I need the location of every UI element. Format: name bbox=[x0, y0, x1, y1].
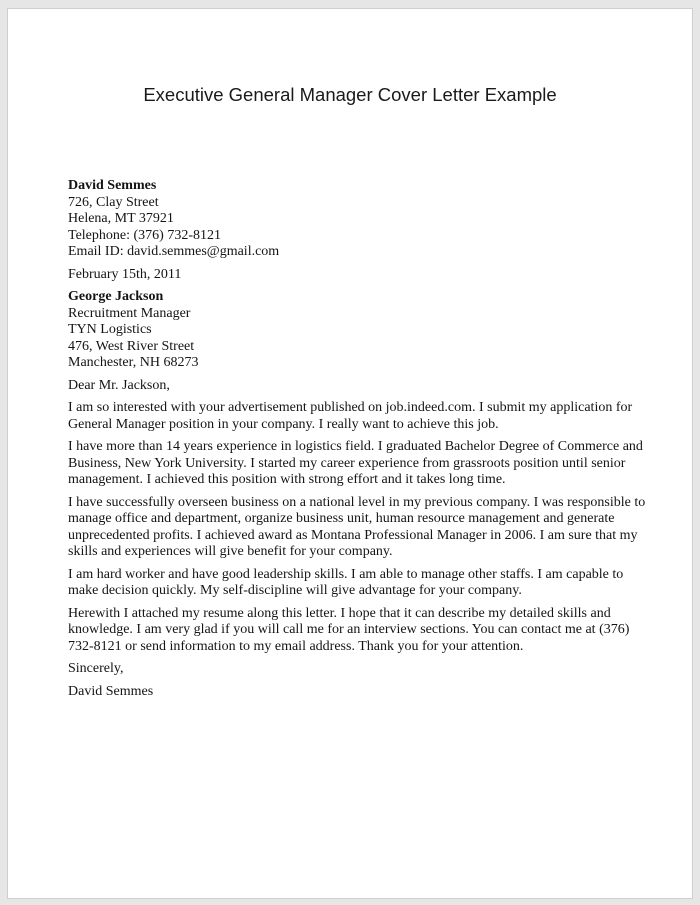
paragraph-line: 732-8121 or send information to my email address. Thank you for your attention. bbox=[68, 638, 524, 654]
paragraph-line: General Manager position in your company. I really want to achieve this job. bbox=[68, 416, 499, 432]
recipient-company: TYN Logistics bbox=[68, 322, 152, 337]
sender-name: David Semmes bbox=[68, 178, 157, 193]
salutation: Dear Mr. Jackson, bbox=[68, 377, 170, 393]
sender-city: Helena, MT 37921 bbox=[68, 211, 174, 226]
paragraph-line: make decision quickly. My self-discipline will give advantage for your company. bbox=[68, 583, 522, 598]
sender-telephone: Telephone: (376) 732-8121 bbox=[68, 227, 221, 243]
paragraph-line: Herewith I attached my resume along this letter. I hope that it can describe my detailed skills and bbox=[68, 605, 611, 621]
paragraph-5 bbox=[68, 606, 648, 656]
paragraph-3 bbox=[68, 495, 648, 561]
document-title: Executive General Manager Cover Letter Example bbox=[143, 84, 557, 105]
paragraph-line: management. I achieved this position with strong effort and it takes long time. bbox=[68, 472, 506, 487]
recipient-street: 476, West River Street bbox=[68, 338, 195, 354]
closing: Sincerely, bbox=[68, 661, 124, 676]
paragraph-line: I am hard worker and have good leadership skills. I am able to manage other staffs. I am capable to bbox=[68, 566, 624, 582]
paragraph-line: I have successfully overseen business on a national level in my previous company. I was responsible to bbox=[68, 494, 646, 510]
recipient-block bbox=[68, 289, 648, 372]
paragraph-2 bbox=[68, 439, 648, 489]
salutation-block bbox=[68, 378, 648, 395]
date-block bbox=[68, 267, 648, 284]
paragraph-line: Business, New York University. I started my career experience from grassroots position until senior bbox=[68, 455, 626, 471]
sender-block bbox=[68, 178, 648, 261]
signature-block bbox=[68, 684, 648, 701]
closing-block bbox=[68, 661, 648, 678]
recipient-city: Manchester, NH 68273 bbox=[68, 355, 199, 370]
sender-email: Email ID: david.semmes@gmail.com bbox=[68, 244, 280, 259]
paragraph-4 bbox=[68, 567, 648, 600]
letter-date: February 15th, 2011 bbox=[68, 266, 182, 282]
letter-body bbox=[68, 178, 648, 700]
paragraph-1 bbox=[68, 400, 648, 433]
signature: David Semmes bbox=[68, 683, 154, 699]
paragraph-line: unprecedented profits. I achieved award as Montana Professional Manager in 2006. I am sure that my bbox=[68, 527, 638, 543]
recipient-name: George Jackson bbox=[68, 289, 164, 304]
paragraph-line: I have more than 14 years experience in logistics field. I graduated Bachelor Degree of Commerce and bbox=[68, 439, 643, 454]
sender-street: 726, Clay Street bbox=[68, 194, 159, 210]
paragraph-line: manage office and department, organize business unit, human resource management and generate bbox=[68, 511, 615, 526]
letter-page bbox=[7, 8, 693, 899]
paragraph-line: skills and experiences will give benefit for your company. bbox=[68, 544, 393, 559]
recipient-role: Recruitment Manager bbox=[68, 305, 191, 321]
paragraph-line: knowledge. I am very glad if you will call me for an interview sections. You can contact me at (376) bbox=[68, 622, 630, 637]
paragraph-line: I am so interested with your advertisement published on job.indeed.com. I submit my application for bbox=[68, 400, 633, 415]
